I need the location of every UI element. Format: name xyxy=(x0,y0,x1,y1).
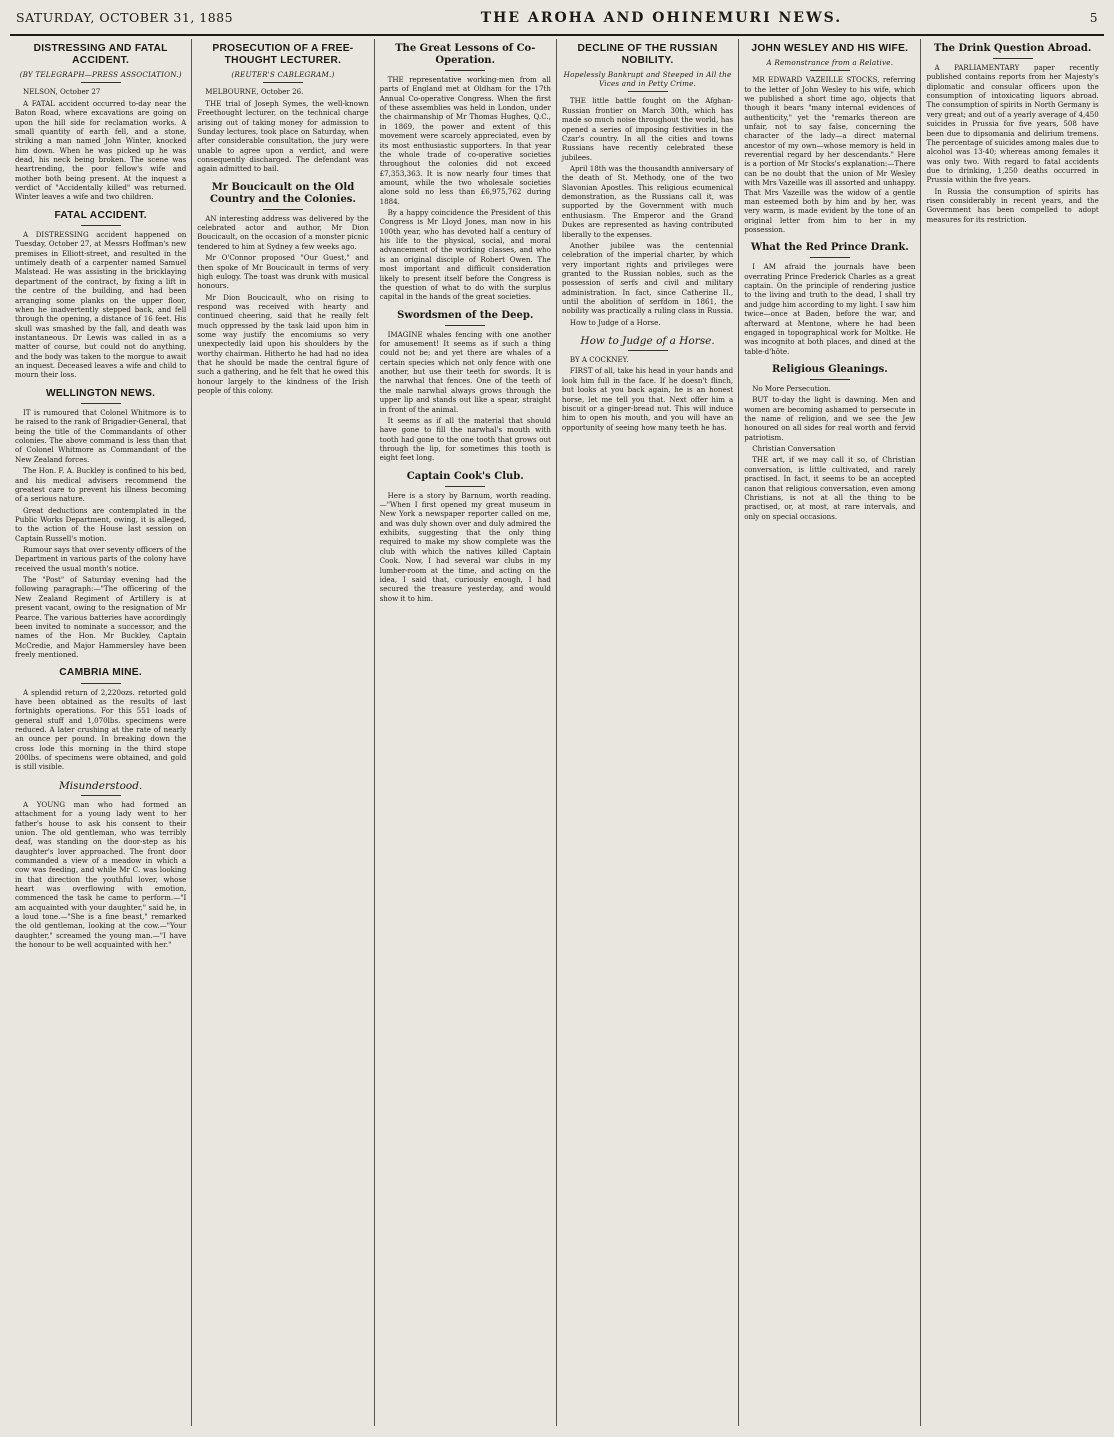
article-paragraph: A FATAL accident occurred to-day near the Baton Road, where excavations are going on upon the hill side for reclamation works. A small quantity of earth fell, and a stone, striking a man named John Winter, knocked him down. When he was picked up he was dead, his neck being broken. The scene was heartrending, the poor fellow's wife and mother both being present. At the inquest a verdict of "Accidentally killed" was returned. Winter leaves a wife and two children. xyxy=(15,98,187,202)
article xyxy=(744,242,915,356)
article xyxy=(562,43,733,327)
article xyxy=(744,43,915,234)
article-paragraph: THE representative working-men from all parts of England met at Oldham for the 17th Annual Co-operative Congress. When the first of these assemblies was held in London, under the chairmanship of Mr Thomas Hughes, Q.C., in 1869, the power and extent of this movement were scarcely appreciated, even by its most enthusiastic supporters. In that year the whole trade of co-operative societies throughout the colonies did not exceed £7,353,363. It is now nearly four times that amount, while the two wholesale societies alone sold no less than £6,975,762 during 1884. xyxy=(379,75,551,206)
divider xyxy=(810,257,850,258)
page-number: 5 xyxy=(1089,11,1098,25)
article-heading: Misunderstood. xyxy=(59,779,143,792)
article xyxy=(197,182,368,396)
article-paragraph: FIRST of all, take his head in your hands and look him full in the face. If he doesn't flinch, but looks at you back again, he is an honest horse, let me tell you that. Next offer him a biscuit or a ginger-bread nut. This will induce him to open his mouth, and you will have an opportunity of seeing how many teeth he has. xyxy=(561,366,734,432)
article-paragraph: A DISTRESSING accident happened on Tuesday, October 27, at Messrs Hoffman's new premises in Elliott-street, and resulted in the untimely death of a carpenter named Samuel Malstead. He was assisting in the bricklaying department of the contract, by fixing a lift in the centre of the building, and had been arranging some planks on the upper floor, when he inadvertently stepped back, and fell through the opening, a distance of 16 feet. His skull was smashed by the fall, and death was instantaneous. Dr Lewis was called in as a matter of course, but could not do anything, and the body was taken to the morgue to await an inquest. Deceased leaves a wife and child to mourn their loss. xyxy=(15,230,187,380)
article xyxy=(380,471,551,603)
divider xyxy=(81,795,121,796)
article xyxy=(15,210,186,380)
article-heading: DECLINE OF THE RUSSIAN NOBILITY. xyxy=(577,43,718,67)
article-subheading: (REUTER'S CABLEGRAM.) xyxy=(231,70,335,80)
article-paragraph: The "Post" of Saturday evening had the following paragraph:—"The officering of the New Zealand Regiment of Artillery is at present vacant, owing to the resignation of Mr Pearce. The various batteries have accordingly been invited to nominate a successor, and the names of the Hon. Mr Buckley, Captain McCredie, and Major Hammersley have been freely mentioned. xyxy=(15,575,187,659)
article-paragraph: The Hon. F. A. Buckley is confined to his bed, and his medical advisers recommend the greatest care to prevent his illness becoming of a serious nature. xyxy=(15,466,187,504)
article xyxy=(562,335,733,432)
article-paragraph: By a happy coincidence the President of this Congress is Mr Lloyd Jones, man now in his 100th year, who has devoted half a century of his life to the physical, social, and moral advancement of the working classes, and who is an original disciple of Robert Owen. The most important and difficult consideration likely to present itself before the Congress is the question of what to do with the surplus capital in the hands of the great societies. xyxy=(379,208,551,302)
masthead-title: THE AROHA AND OHINEMURI NEWS. xyxy=(480,10,843,26)
divider xyxy=(810,70,850,71)
article-paragraph: Mr O'Connor proposed "Our Guest," and then spoke of Mr Boucicault in terms of very high eulogy. The toast was drunk with musical honours. xyxy=(197,253,369,291)
article-paragraph: How to Judge of a Horse. xyxy=(569,317,661,327)
article-heading: The Drink Question Abroad. xyxy=(933,43,1092,54)
article-paragraph: IMAGINE whales fencing with one another for amusement! It seems as if such a thing could not be; and yet there are whales of a certain species which not only fence with one another, but use their teeth for swords. It is the narwhal that fences. One of the teeth of the male narwhal always grows through the upper lip and stands out like a spear, straight in front of the animal. xyxy=(379,329,551,414)
article-heading: Captain Cook's Club. xyxy=(406,470,524,482)
article-paragraph: THE trial of Joseph Symes, the well-known Freethought lecturer, on the technical charge arising out of taking money for admission to Sunday lectures, took place on Saturday, when after considerable consultation, the jury were unable to agree upon a verdict, and were consequently discharged. The defendant was again admitted to bail. xyxy=(197,98,369,174)
article-paragraph: IT is rumoured that Colonel Whitmore is to be raised to the rank of Brigadier-General, that being the title of the Commandants of other colonies. The above command is less than that of Colonel Whitmore as Commandant of the New Zealand forces. xyxy=(15,408,187,464)
article-paragraph: April 18th was the thousandth anniversary of the death of St. Methody, one of the two Slavonian Apostles. This religious ecumenical demonstration, as the Russians call it, was supported by the Government with much enthusiasm. The Emperor and the Grand Dukes are represented as having contributed liberally to the expenses. xyxy=(561,163,734,239)
article-paragraph: A splendid return of 2,220ozs. retorted gold have been obtained as the results of last fortnights operations. For this 551 loads of general stuff and 1,070lbs. specimens were reduced. A later crushing at the rate of nearly an ounce per pound. In breaking down the cross lode this morning in the third stope 200lbs. of specimens were obtained, and gold is still visible. xyxy=(15,687,187,772)
divider xyxy=(263,209,303,210)
article-heading: PROSECUTION OF A FREE-THOUGHT LECTURER. xyxy=(212,43,354,67)
divider xyxy=(628,91,668,92)
article-paragraph: Rumour says that over seventy officers of the Department in various parts of the colony have received the usual month's notice. xyxy=(15,545,187,573)
article-paragraph: Mr Dion Boucicault, who on rising to respond was received with hearty and continued cheering, said that he really felt much oppressed by the task laid upon him in some way justify the encomiums so very unexpectedly laid upon his shoulders by the worthy chairman. Hitherto he had had no idea that he should be made the central figure of such a gathering, and he felt that he owed this honour largely to the kindness of the Irish people of this colony. xyxy=(197,292,369,396)
article-paragraph: BY A COCKNEY. xyxy=(569,355,629,365)
article-paragraph: Christian Conversation xyxy=(752,444,836,454)
article-heading: Religious Gleanings. xyxy=(771,363,888,375)
article-paragraph: MR EDWARD VAZEILLE STOCKS, referring to the letter of John Wesley to his wife, which we published a short time ago, objects that though it bears "many internal evidences of authenticity," yet the "remarks thereon are unfair, not to say false, concerning the character of the lady—a direct maternal ancestor of my own—whose memory is held in reverential regard by her descendants." Here is a portion of Mr Stocks's explanation:—There can be no doubt that the union of Mr Wesley with Mrs Vazeille was ill assorted and unhappy. That Mrs Vazeille was the widow of a gentle man esteemed both by him and by her, was very warm, is made evident by the tone of an original letter from him to her in my possession. xyxy=(744,75,916,234)
article-paragraph: No More Persecution. xyxy=(752,383,831,393)
article-paragraph: AN interesting address was delivered by the celebrated actor and author, Mr Dion Boucicault, on the occasion of a monster picnic tendered to him at Sydney a few weeks ago. xyxy=(197,213,369,251)
article-paragraph: THE art, if we may call it so, of Christian conversation, is little cultivated, and rarely practised. In fact, it seems to be an accepted canon that religious conversation, even among Christians, is not at all the thing to be practised, or, at most, at rare intervals, and only on special occasions. xyxy=(744,455,916,521)
article-heading: How to Judge of a Horse. xyxy=(580,335,715,348)
article xyxy=(380,310,551,463)
divider xyxy=(81,82,121,83)
article xyxy=(15,43,186,202)
article-heading: CAMBRIA MINE. xyxy=(59,667,143,679)
divider xyxy=(993,58,1033,59)
article-paragraph: A PARLIAMENTARY paper recently published contains reports from her Majesty's diplomatic and consular officers upon the consumption of intoxicating liquors abroad. The consumption of spirits in North Germany is very great; and out of a yearly average of 4,450 suicides in Prussia for five years, 508 have been due to dipsomania and delirium tremens. The percentage of suicides among males due to alcohol was 13·40; whereas among females it was only two. With regard to fatal accidents due to drinking, 1,250 deaths occurred in Prussia within the five years. xyxy=(926,63,1099,185)
article-paragraph: MELBOURNE, October 26. xyxy=(205,87,304,97)
article-heading: WELLINGTON NEWS. xyxy=(45,387,156,399)
divider xyxy=(263,82,303,83)
article-heading: FATAL ACCIDENT. xyxy=(54,209,147,221)
column-4 xyxy=(557,39,739,1426)
article-paragraph: In Russia the consumption of spirits has risen considerably in recent years, and the Government has been compelled to adopt measures for its restriction. xyxy=(926,186,1099,224)
article xyxy=(926,43,1098,224)
article-paragraph: Great deductions are contemplated in the Public Works Department, owing, it is alleged, to the action of the House last session on Captain Russell's motion. xyxy=(15,505,187,543)
article xyxy=(744,364,915,521)
divider xyxy=(628,350,668,351)
divider xyxy=(445,70,485,71)
divider xyxy=(81,683,121,684)
article xyxy=(380,43,551,302)
article xyxy=(15,667,186,771)
column-6 xyxy=(921,39,1103,1426)
divider xyxy=(445,486,485,487)
divider xyxy=(81,225,121,226)
article xyxy=(15,780,186,950)
article-heading: JOHN WESLEY AND HIS WIFE. xyxy=(751,43,909,54)
article-paragraph: THE little battle fought on the Afghan-Russian frontier on March 30th, which has made so much noise throughout the world, has opened a series of imposing festivities in the Czar's country. In all the cities and towns Russians have recently celebrated these jubilees. xyxy=(561,96,734,162)
divider xyxy=(810,379,850,380)
article xyxy=(15,388,186,660)
article-subheading: Hopelessly Bankrupt and Steeped in All the Vices and in Petty Crime. xyxy=(563,70,732,89)
column-5 xyxy=(739,39,921,1426)
article-paragraph: BUT to-day the light is dawning. Men and women are becoming ashamed to persecute in the name of religion, and we see the Jew honoured on all sides for real worth and fervid patriotism. xyxy=(744,395,916,442)
masthead-date: SATURDAY, OCTOBER 31, 1885 xyxy=(16,10,234,25)
article-paragraph: It seems as if all the material that should have gone to fill the narwhal's mouth with tooth had gone to the one tooth that grows out through the lip, for sometimes this tooth is eight feet long. xyxy=(379,415,551,463)
article-heading: DISTRESSING AND FATAL ACCIDENT. xyxy=(33,43,168,67)
article-paragraph: A YOUNG man who had formed an attachment for a young lady went to her father's house to ask his consent to their union. The old gentleman, who was terribly deaf, was standing on the door-step as his daughter's lover approached. The front door commanded a view of a meadow in which a cow was feeding, and while Mr C. was looking in that direction the youthful lover, whose heart was overflowing with emotion, commenced the task he came to perform.—"I am acquainted with your daughter," said he, in a loud tone.—"She is a fine beast," remarked the old gentleman, looking at the cow.—"Your daughter," screamed the young man.—"I have the honour to be well acquainted with her." xyxy=(15,799,187,950)
article-paragraph: NELSON, October 27 xyxy=(23,87,101,97)
columns xyxy=(10,36,1104,1426)
article-heading: Mr Boucicault on the Old Country and the Colonies. xyxy=(209,181,356,205)
article-paragraph: Here is a story by Barnum, worth reading.—"When I first opened my great museum in New York a newspaper reporter called on me, and was duly shown over and duly admired the exhibits, suggesting that the only thing required to make my show complete was the club with which the natives killed Captain Cook. Now, I had several war clubs in my lumber-room at the time, and acting on the idea, I said that, curiously enough, I had secured the treasure yesterday, and would show it to him. xyxy=(379,490,551,603)
article-subheading: (BY TELEGRAPH—PRESS ASSOCIATION.) xyxy=(19,70,182,80)
divider xyxy=(81,403,121,404)
column-1 xyxy=(10,39,192,1426)
article-heading: The Great Lessons of Co-Operation. xyxy=(395,43,536,66)
article-paragraph: I AM afraid the journals have been overrating Prince Frederick Charles as a great captain. On the principle of rendering justice to the living and truth to the dead, I shall try and judge him according to my light. I saw him twice—once at Baden, before the war, and afterward at Mentone, where he had been engaged in topographical work for Moltke. He was incognito at both places, and dined at the table-d'hôte. xyxy=(744,262,916,356)
masthead xyxy=(10,10,1104,36)
divider xyxy=(445,325,485,326)
article xyxy=(197,43,368,174)
article-heading: What the Red Prince Drank. xyxy=(750,242,909,254)
article-paragraph: Another jubilee was the centennial celebration of the imperial charter, by which very important rights and privileges were granted to the Russian nobles, such as the possession of serfs and civil and military administration. In fact, since Catherine II., until the abolition of serfdom in 1861, the nobility was practically a ruling class in Russia. xyxy=(561,240,734,316)
column-2 xyxy=(192,39,374,1426)
column-3 xyxy=(375,39,557,1426)
article-subheading: A Remonstrance from a Relative. xyxy=(766,58,894,68)
article-heading: Swordsmen of the Deep. xyxy=(397,309,534,321)
